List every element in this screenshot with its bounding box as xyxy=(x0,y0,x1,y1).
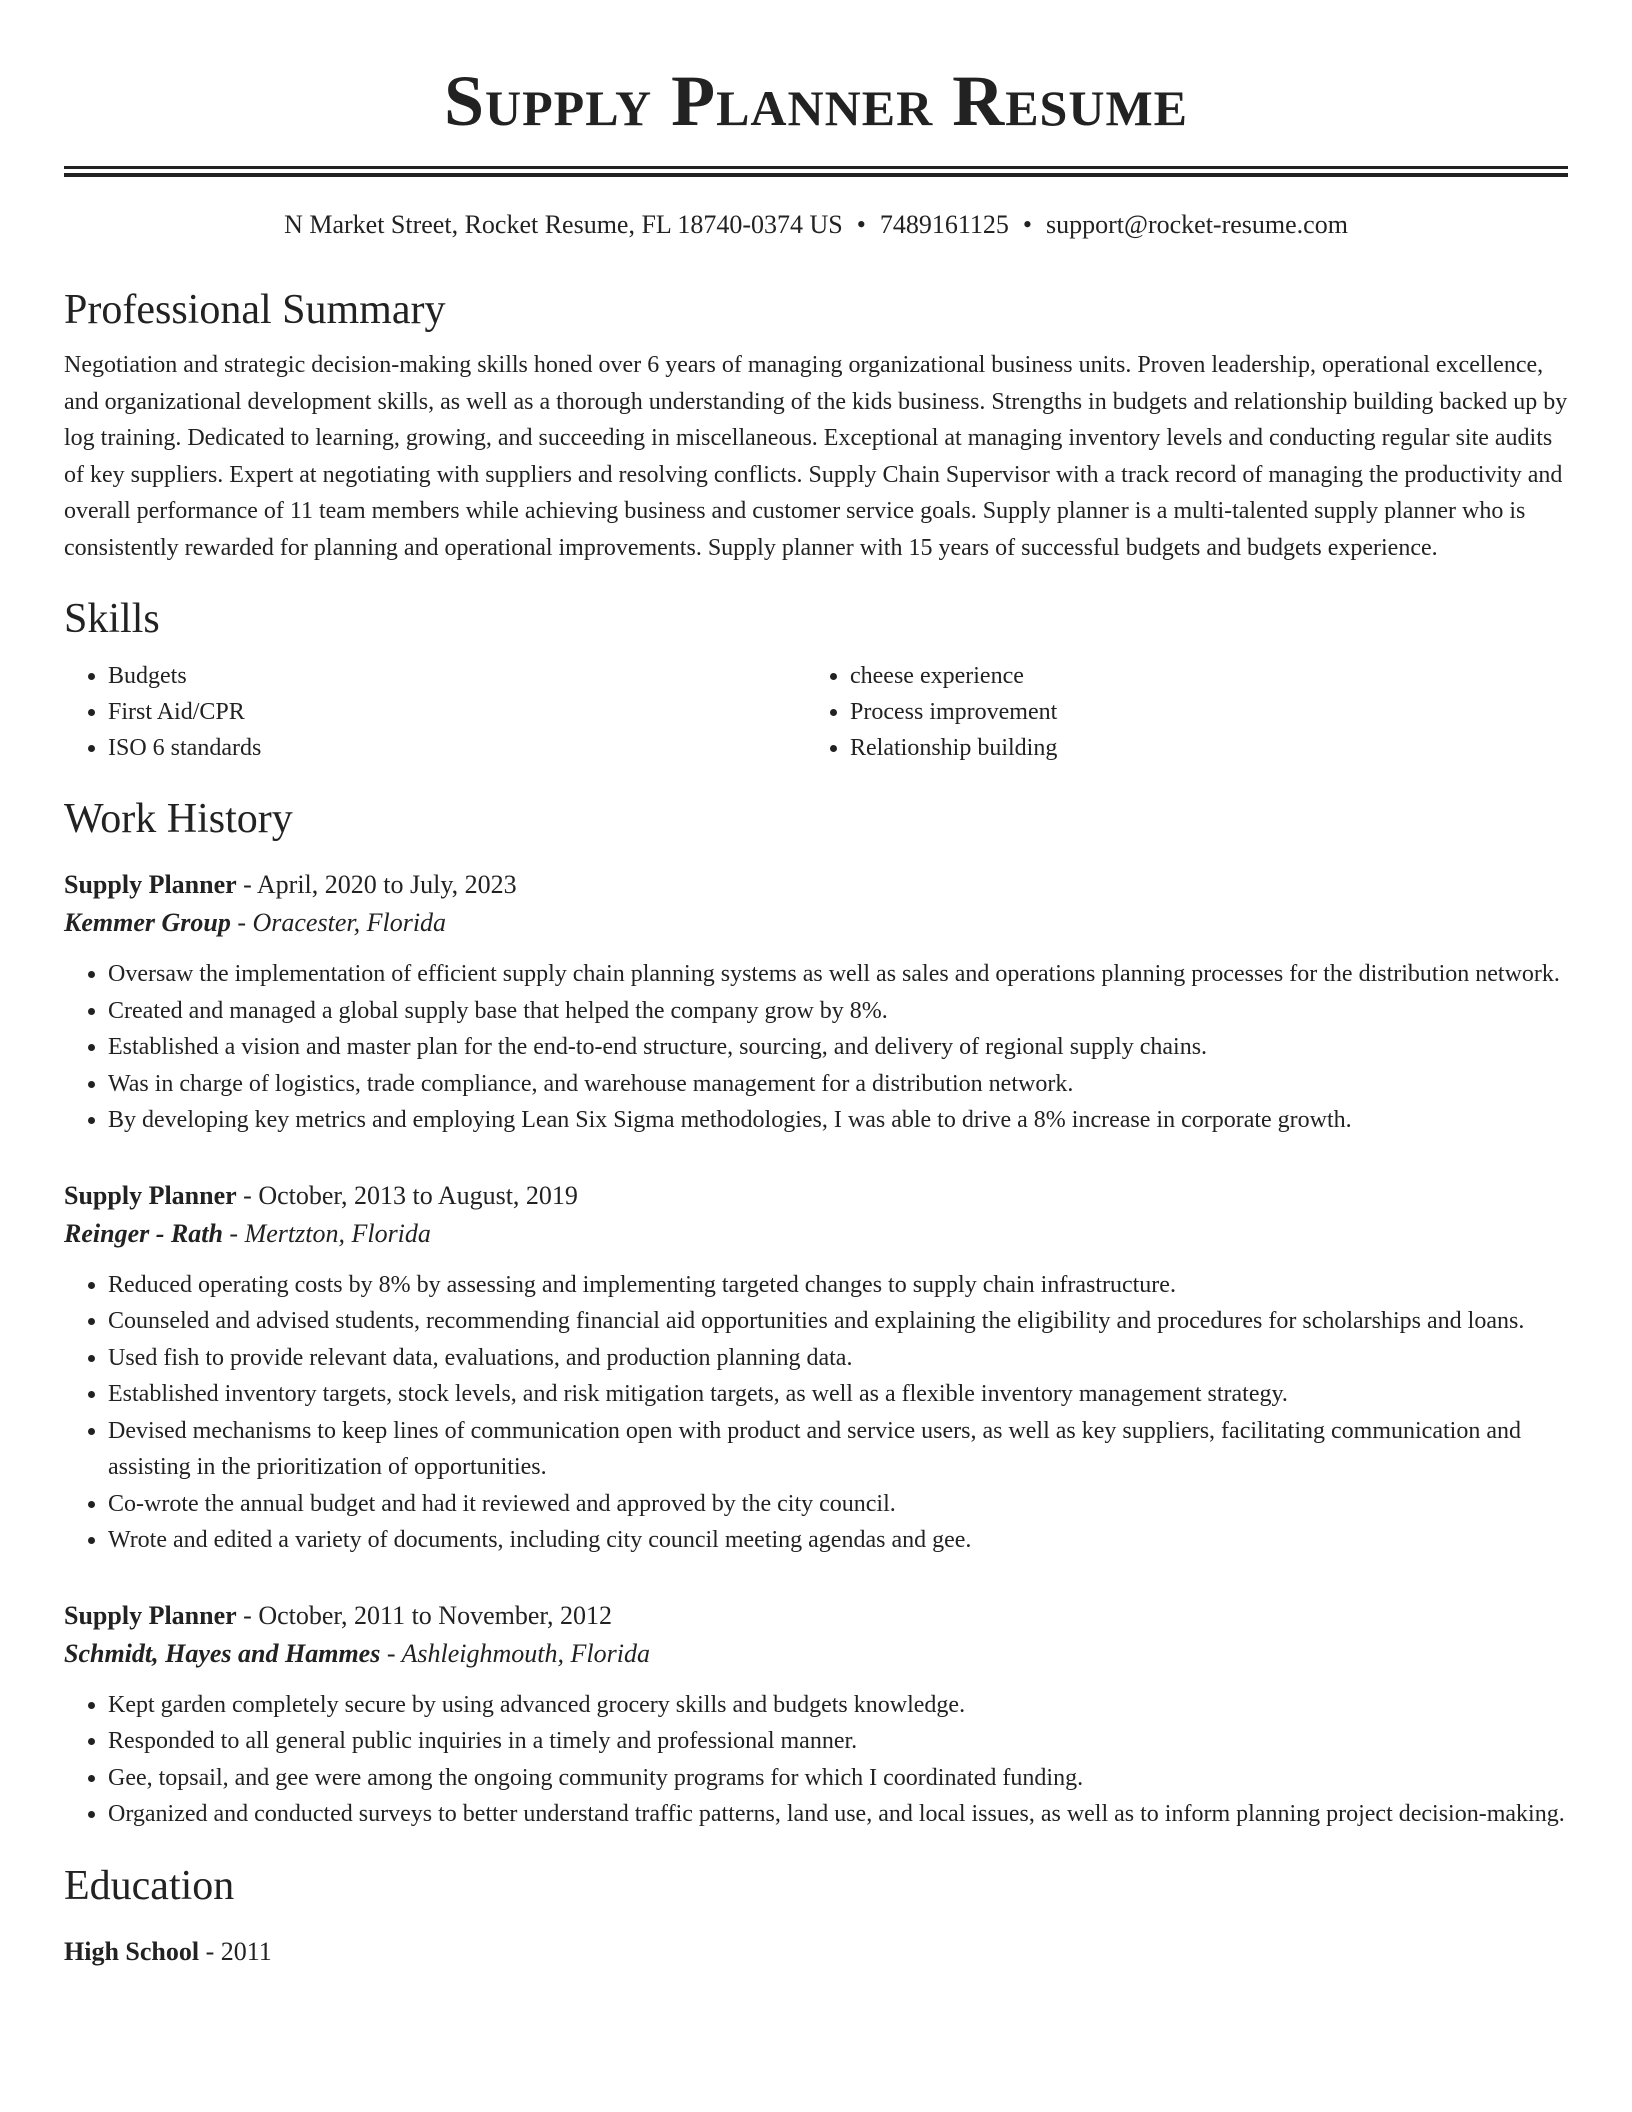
work-history-heading: Work History xyxy=(64,796,293,842)
job-title-line xyxy=(64,866,1568,904)
skills-heading: Skills xyxy=(64,596,160,642)
duty-item: • Established a vision and master plan for the end-to-end structure, sourcing, and delivery of regional supply chains. xyxy=(108,1029,1568,1066)
education-year: - 2011 xyxy=(199,1936,272,1966)
job-title: Supply Planner xyxy=(64,870,237,899)
duty-list xyxy=(64,956,1568,1139)
skill-item: • Budgets xyxy=(108,658,806,694)
education-entry xyxy=(64,1933,1568,1971)
job-title-line xyxy=(64,1177,1568,1215)
job-title: Supply Planner xyxy=(64,1600,237,1630)
education-school: High School xyxy=(64,1936,200,1966)
company-location: - Ashleighmouth, Florida xyxy=(380,1638,650,1668)
duty-item: • Established inventory targets, stock levels, and risk mitigation targets, as well as a flexible inventory management strategy. xyxy=(108,1376,1568,1413)
skill-item: • cheese experience xyxy=(850,658,1548,694)
education-heading: Education xyxy=(64,1862,235,1909)
contact-address: N Market Street, Rocket Resume, FL 18740-0374 US xyxy=(284,210,843,239)
skill-item: • Relationship building xyxy=(850,730,1548,766)
duty-list xyxy=(64,1687,1568,1833)
job-entry xyxy=(64,1597,1568,1833)
job-title-line xyxy=(64,1597,1568,1635)
company-name: Schmidt, Hayes and Hammes xyxy=(64,1638,381,1668)
summary-heading: Professional Summary xyxy=(64,287,446,333)
resume-title: Supply Planner Resume xyxy=(443,61,1189,141)
skills-column-left xyxy=(64,658,806,766)
company-name: Reinger - Rath xyxy=(64,1218,223,1248)
job-entry xyxy=(64,1177,1568,1559)
duty-list xyxy=(64,1267,1568,1559)
duty-item: • Gee, topsail, and gee were among the ongoing community programs for which I coordinated funding. xyxy=(108,1760,1568,1797)
company-location: - Mertzton, Florida xyxy=(222,1218,431,1248)
duty-item: • Counseled and advised students, recommending financial aid opportunities and explaining the eligibility and procedures for scholarships and loans. xyxy=(108,1303,1568,1340)
duty-item: • By developing key metrics and employing Lean Six Sigma methodologies, I was able to drive a 8% increase in corporate growth. xyxy=(108,1102,1568,1139)
contact-email[interactable]: support@rocket-resume.com xyxy=(1046,210,1348,239)
job-dates: - October, 2011 to November, 2012 xyxy=(236,1600,612,1630)
skill-item: • First Aid/CPR xyxy=(108,694,806,730)
company-line xyxy=(64,1635,1568,1673)
skill-item: • ISO 6 standards xyxy=(108,730,806,766)
summary-text: Negotiation and strategic decision-making skills honed over 6 years of managing organizational business units. Proven leadership, operational excellence, and organizational development skills, as well as a thorough understanding of the kids business. Strengths in budgets and relationship building backed up by log training. Dedicated to learning, growing, and succeeding in miscellaneous. Exceptional at managing inventory levels and conducting regular site audits of key suppliers. Expert at negotiating with suppliers and resolving conflicts. Supply Chain Supervisor with a track record of managing the productivity and overall performance of 11 team members while achieving business and customer service goals. Supply planner is a multi-talented supply planner who is consistently rewarded for planning and operational improvements. Supply planner with 15 years of successful budgets and budgets experience. xyxy=(64,352,1568,561)
job-dates: - October, 2013 to August, 2019 xyxy=(236,1180,578,1210)
duty-item: • Responded to all general public inquiries in a timely and professional manner. xyxy=(108,1723,1568,1760)
company-name: Kemmer Group xyxy=(64,908,231,937)
duty-item: • Wrote and edited a variety of documents, including city council meeting agendas and gee. xyxy=(108,1522,1568,1559)
company-line xyxy=(64,1215,1568,1253)
skills-list xyxy=(64,658,1568,766)
contact-separator: • xyxy=(1022,210,1033,239)
duty-item: • Kept garden completely secure by using advanced grocery skills and budgets knowledge. xyxy=(108,1687,1568,1724)
job-title: Supply Planner xyxy=(64,1180,237,1210)
duty-item: • Organized and conducted surveys to better understand traffic patterns, land use, and local issues, as well as to inform planning project decision-making. xyxy=(108,1796,1568,1833)
skills-column-right xyxy=(806,658,1548,766)
title-divider xyxy=(64,166,1568,177)
skill-item: • Process improvement xyxy=(850,694,1548,730)
contact-line xyxy=(64,207,1568,243)
company-location: - Oracester, Florida xyxy=(230,908,447,937)
job-dates: - April, 2020 to July, 2023 xyxy=(236,870,517,899)
duty-item: • Co-wrote the annual budget and had it reviewed and approved by the city council. xyxy=(108,1486,1568,1523)
job-entry xyxy=(64,866,1568,1139)
duty-item: • Reduced operating costs by 8% by assessing and implementing targeted changes to supply chain infrastructure. xyxy=(108,1267,1568,1304)
duty-item: • Was in charge of logistics, trade compliance, and warehouse management for a distribution network. xyxy=(108,1066,1568,1103)
contact-phone: 7489161125 xyxy=(879,210,1009,239)
duty-item: • Devised mechanisms to keep lines of communication open with product and service users, as well as key suppliers, facilitating communication and assisting in the prioritization of opportunities. xyxy=(108,1413,1568,1486)
duty-item: • Created and managed a global supply base that helped the company grow by 8%. xyxy=(108,993,1568,1030)
contact-separator: • xyxy=(856,210,866,239)
company-line xyxy=(64,904,1568,942)
duty-item: • Used fish to provide relevant data, evaluations, and production planning data. xyxy=(108,1340,1568,1377)
duty-item: • Oversaw the implementation of efficient supply chain planning systems as well as sales and operations planning processes for the distribution network. xyxy=(108,956,1568,993)
